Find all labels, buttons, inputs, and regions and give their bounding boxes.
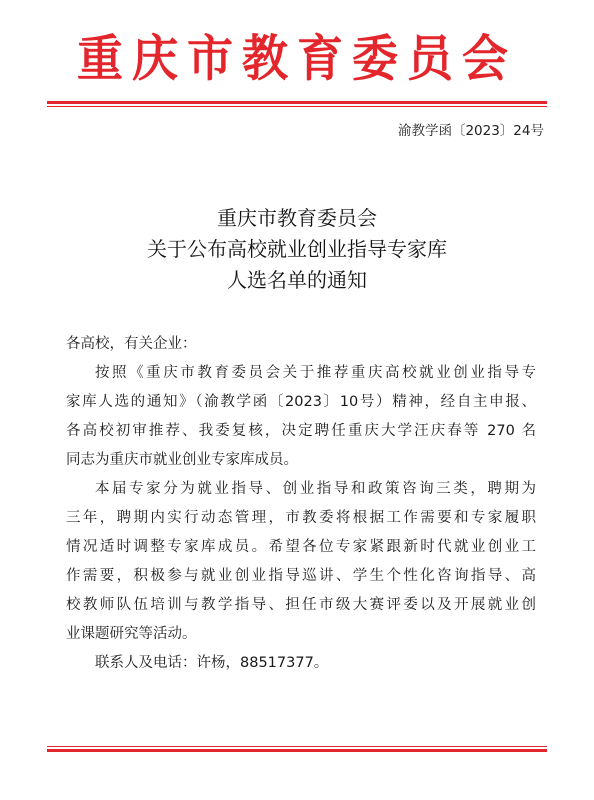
paragraph-1-line-3: 各高校初审推荐、我委复核，决定聘任重庆大学汪庆春等 270 名	[66, 423, 536, 439]
paragraph-2-line-6: 业课题研究等活动。	[66, 626, 197, 642]
paragraph-1-line-4: 同志为重庆市就业创业专家库成员。	[66, 452, 298, 468]
masthead-red-rule-thin	[47, 106, 547, 107]
paragraph-2-line-5: 校教师队伍培训与教学指导、担任市级大赛评委以及开展就业创	[66, 597, 536, 613]
paragraph-2-line-1: 本届专家分为就业指导、创业指导和政策咨询三类，聘期为	[95, 481, 536, 497]
document-number: 渝教学函〔2023〕24号	[397, 123, 544, 139]
paragraph-2-line-3: 情况适时调整专家库成员。希望各位专家紧跟新时代就业创业工	[66, 539, 536, 555]
document-body	[66, 330, 536, 678]
contact-info: 联系人及电话：许杨，88517377。	[95, 655, 329, 671]
title-line-2: 关于公布高校就业创业指导专家库	[147, 237, 447, 261]
paragraph-2-line-4: 作需要，积极参与就业创业指导巡讲、学生个性化咨询指导、高	[66, 568, 536, 584]
paragraph-2	[66, 475, 536, 649]
masthead-org-name: 重庆市教育委员会	[77, 28, 517, 88]
footer-red-rule-thin	[47, 746, 547, 747]
title-line-1: 重庆市教育委员会	[217, 206, 377, 230]
paragraph-1	[66, 359, 536, 475]
masthead-red-rule-thick	[47, 101, 547, 104]
footer-red-rule-thick	[47, 749, 547, 752]
title-line-3: 人选名单的通知	[227, 268, 367, 292]
paragraph-1-line-2: 家库人选的通知》（渝教学函〔2023〕10号）精神，经自主申报、	[66, 394, 536, 410]
paragraph-2-line-2: 三年，聘期内实行动态管理，市教委将根据工作需要和专家履职	[66, 510, 536, 526]
paragraph-1-line-1: 按照《重庆市教育委员会关于推荐重庆高校就业创业指导专	[95, 365, 536, 381]
document-title	[0, 203, 594, 296]
salutation: 各高校，有关企业：	[66, 336, 197, 352]
